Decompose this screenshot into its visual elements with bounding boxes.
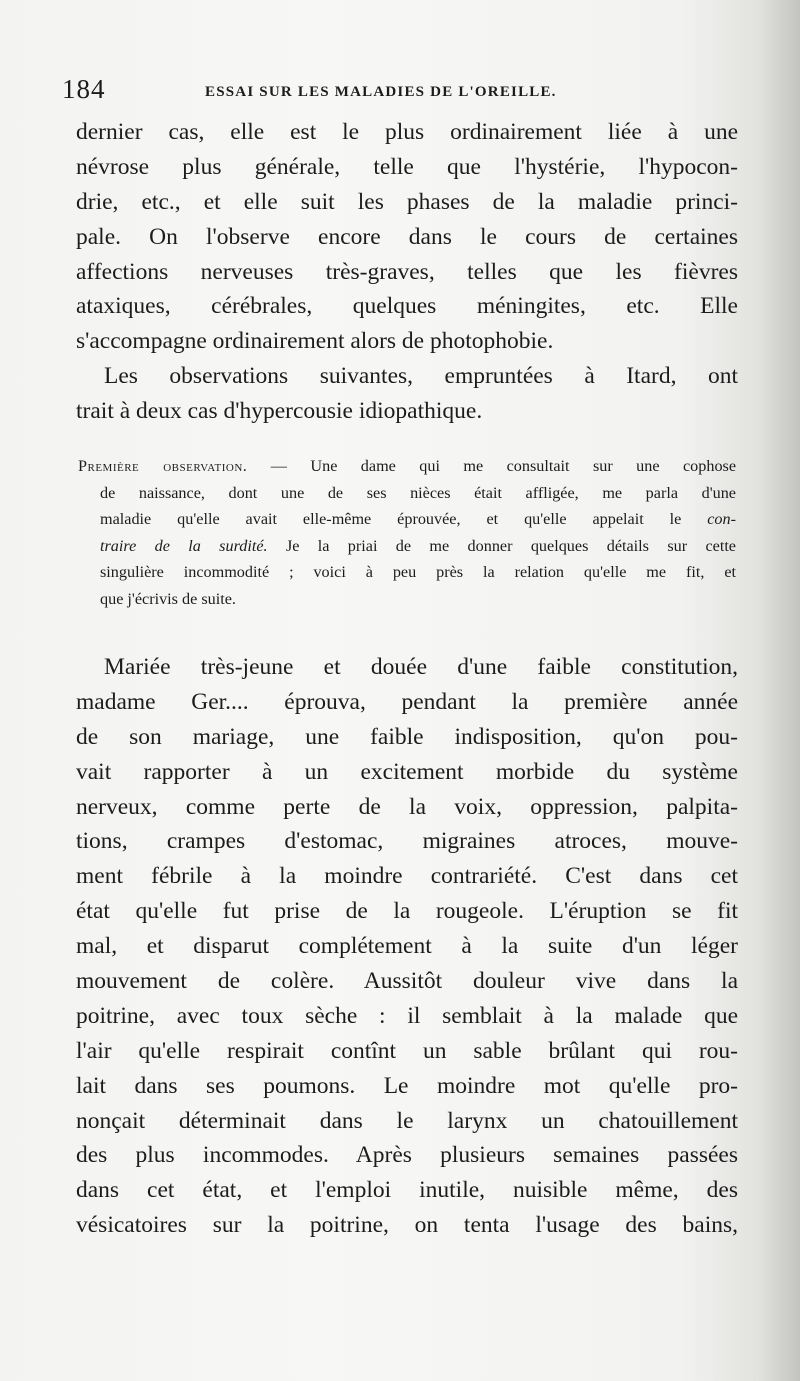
text-line: drie, etc., et elle suit les phases de la maladie princi- [76, 188, 738, 215]
text-line: névrose plus générale, telle que l'hystérie, l'hypocon- [76, 153, 738, 180]
text-line: mal, et disparut complétement à la suite d'un léger [76, 933, 738, 960]
text-line: Mariée très-jeune et douée d'une faible constitution, [104, 654, 738, 680]
text-line: s'accompagne ordinairement alors de photophobie. [76, 328, 554, 355]
text-line: de son mariage, une faible indisposition, qu'on pou- [76, 723, 738, 750]
note-line: que j'écrivis de suite. [100, 589, 236, 608]
text-line: pale. On l'observe encore dans le cours de certaines [76, 223, 738, 250]
text-line: madame Ger.... éprouva, pendant la première année [76, 688, 738, 715]
running-title: ESSAI SUR LES MALADIES DE L'OREILLE. [205, 84, 557, 100]
observation-note [78, 453, 736, 613]
page-edge-shadow [758, 0, 800, 1381]
note-line: traire de la surdité. Je la priai de me donner quelques détails sur cette [100, 536, 736, 555]
text-line: Les observations suivantes, empruntées à Itard, ont [104, 363, 738, 390]
text-line: tions, crampes d'estomac, migraines atroces, mouve- [76, 828, 738, 855]
text-line: état qu'elle fut prise de la rougeole. L'éruption se fit [76, 898, 738, 925]
text-line: ataxiques, cérébrales, quelques méningites, etc. Elle [76, 293, 738, 320]
text-line: affections nerveuses très-graves, telles que les fièvres [76, 258, 738, 285]
text-line: l'air qu'elle respirait contînt un sable brûlant qui rou- [76, 1037, 738, 1064]
note-line: maladie qu'elle avait elle-même éprouvée, et qu'elle appelait le con- [100, 510, 737, 529]
page-number: 184 [62, 74, 106, 104]
page-header [62, 74, 742, 114]
text-line: lait dans ses poumons. Le moindre mot qu'elle pro- [76, 1072, 738, 1099]
text-line: nerveux, comme perte de la voix, oppression, palpita- [76, 793, 738, 820]
text-line: mouvement de colère. Aussitôt douleur vive dans la [76, 968, 738, 995]
text-line: dernier cas, elle est le plus ordinairement liée à une [76, 119, 738, 145]
text-line: trait à deux cas d'hypercousie idiopathique. [76, 398, 483, 425]
text-line: dans cet état, et l'emploi inutile, nuisible même, des [76, 1177, 738, 1204]
text-line: nonçait déterminait dans le larynx un chatouillement [76, 1107, 738, 1134]
paragraph-3 [76, 650, 738, 1243]
text-line: ment fébrile à la moindre contrariété. C'est dans cet [76, 863, 738, 890]
text-line: poitrine, avec toux sèche : il semblait à la malade que [76, 1002, 738, 1029]
text-line: des plus incommodes. Après plusieurs semaines passées [76, 1142, 738, 1169]
note-line: de naissance, dont une de ses nièces était affligée, me parla d'une [100, 483, 736, 502]
text-line: vait rapporter à un excitement morbide du système [76, 758, 738, 785]
note-line: singulière incommodité ; voici à peu près la relation qu'elle me fit, et [100, 563, 736, 582]
note-line: Première observation. — Une dame qui me consultait sur une cophose [78, 457, 737, 475]
text-line: vésicatoires sur la poitrine, on tenta l'usage des bains, [76, 1212, 738, 1239]
observation-heading: Première observation. [78, 457, 248, 475]
paragraph-1 [76, 115, 738, 429]
